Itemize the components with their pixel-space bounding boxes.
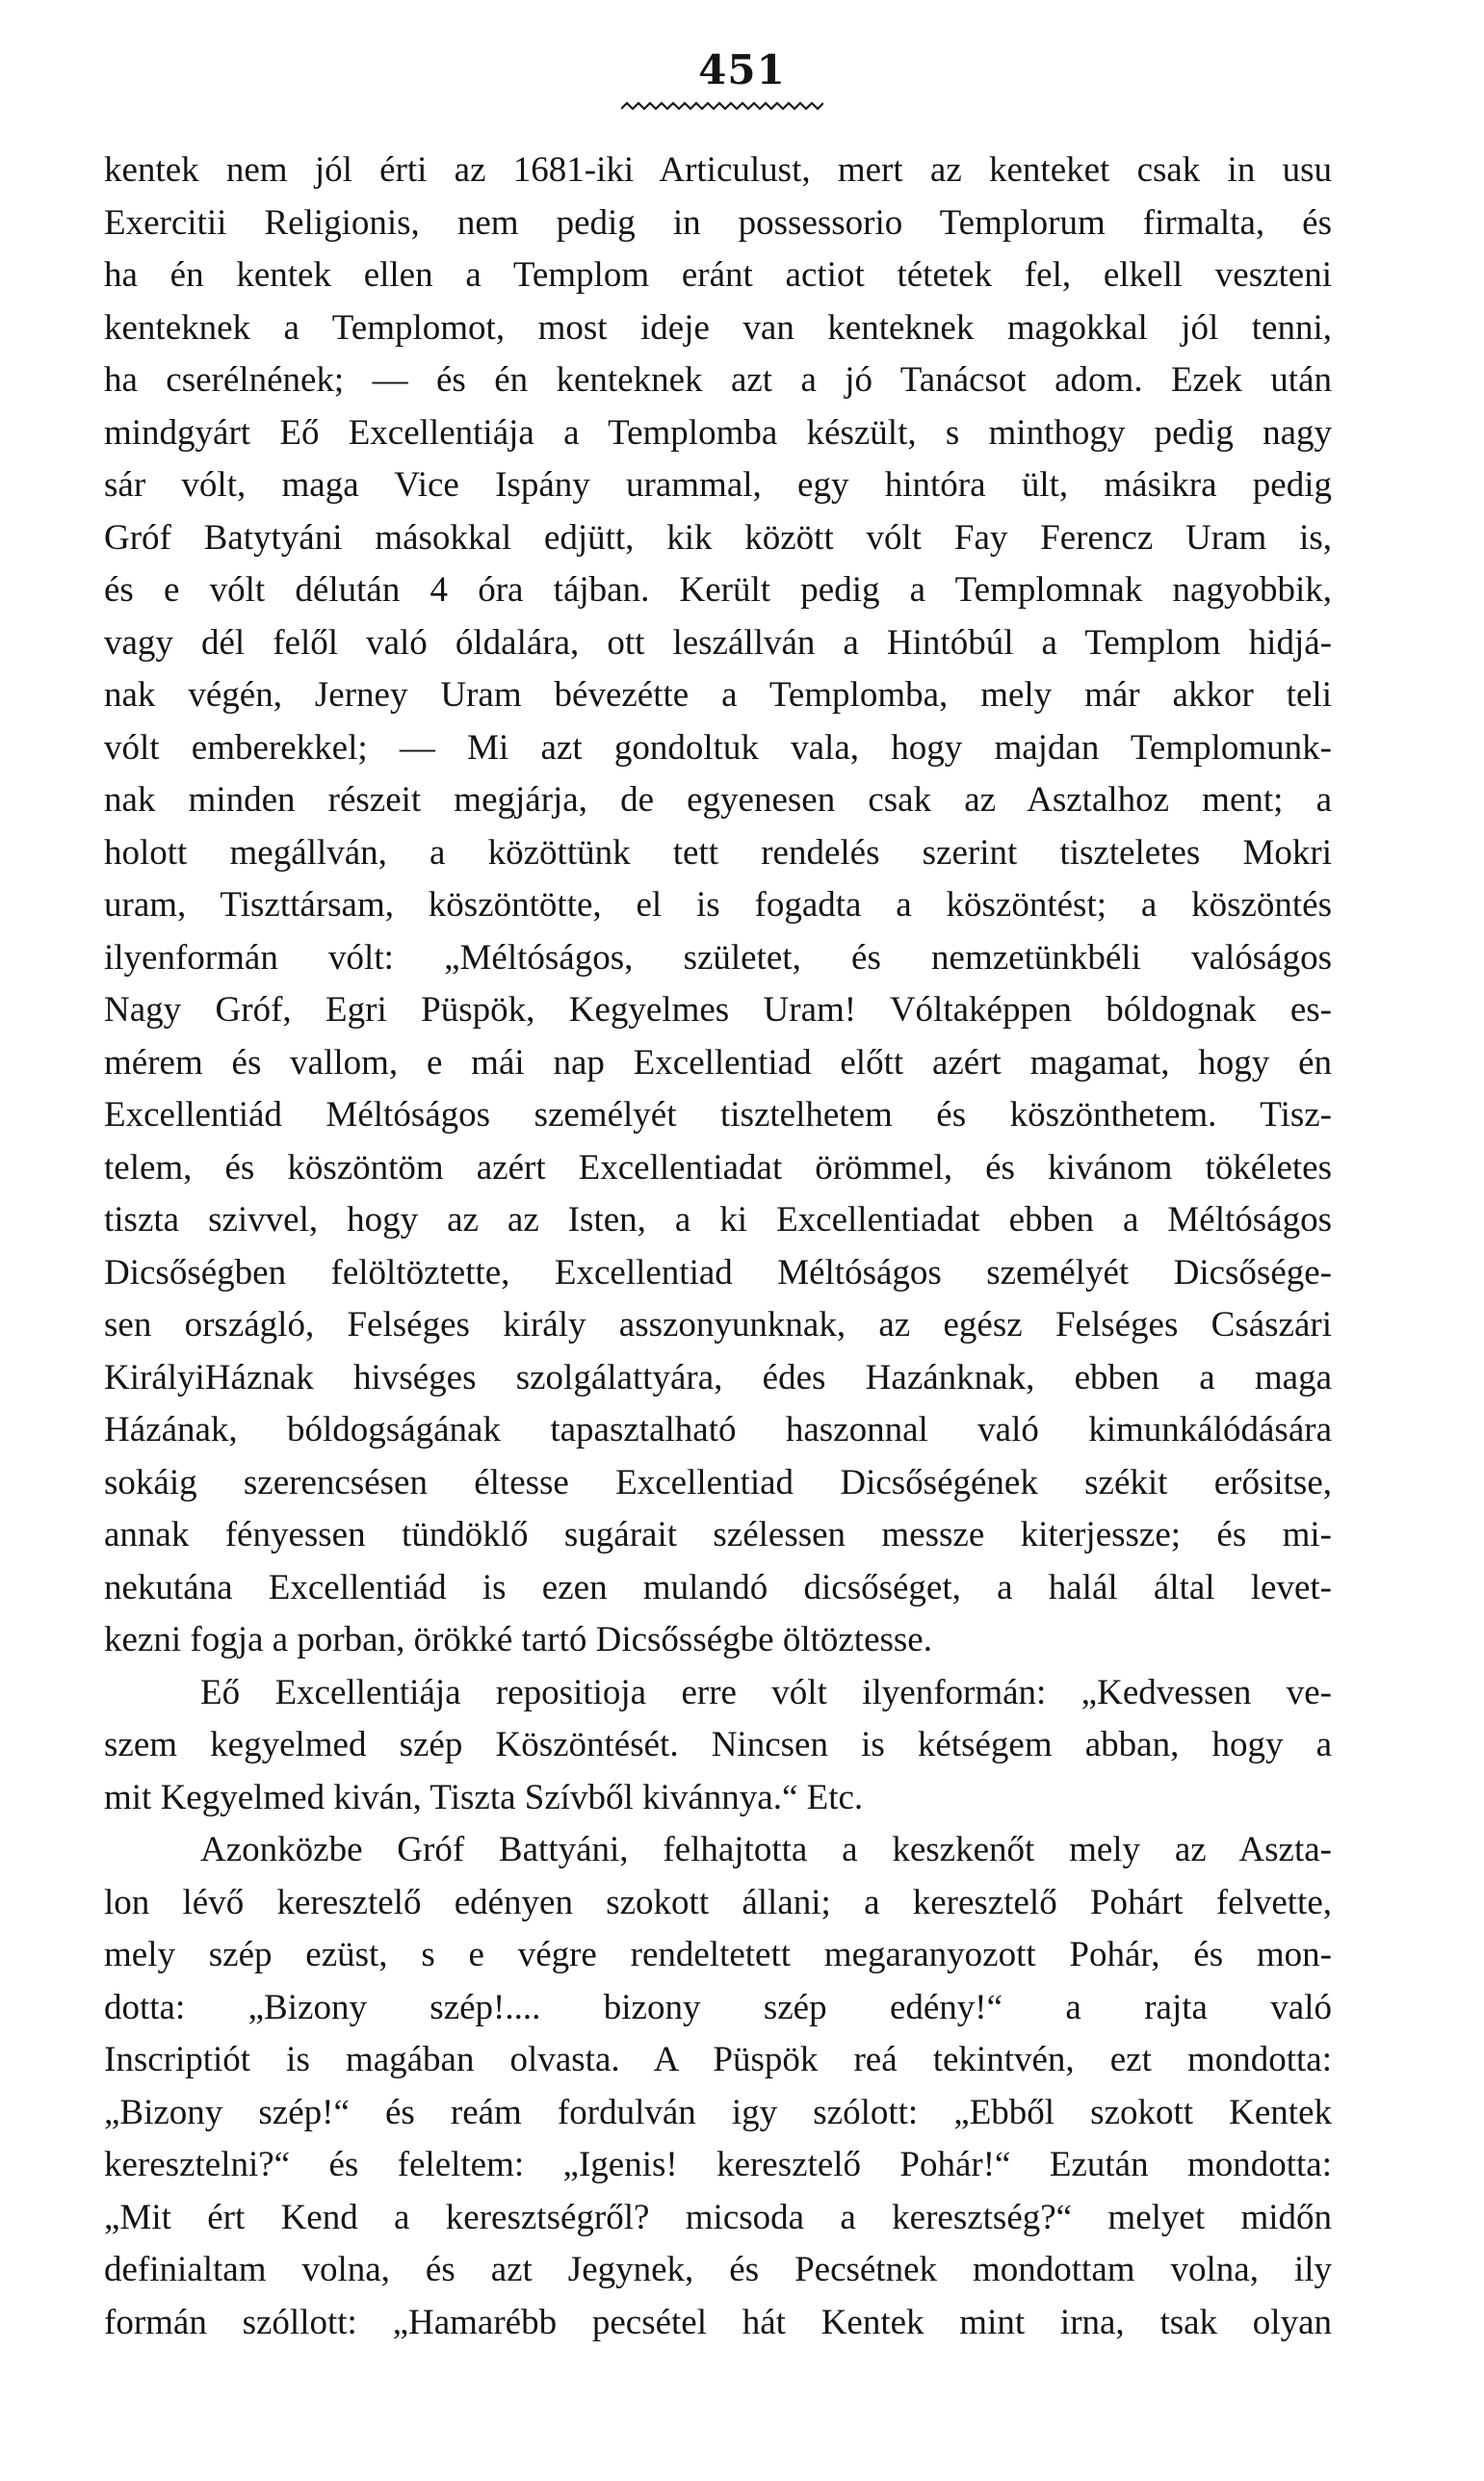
text-line: kenteknek a Templomot, most ideje van kenteknek magokkal jól tenni, <box>104 307 1332 348</box>
text-line: Nagy Gróf, Egri Püspök, Kegyelmes Uram! Vóltaképpen bóldognak es- <box>104 990 1332 1030</box>
text-line: és e vólt délután 4 óra tájban. Került pedig a Templomnak nagyobbik, <box>104 570 1332 610</box>
text-line: szem kegyelmed szép Köszöntését. Nincsen is kétségem abban, hogy a <box>104 1725 1332 1764</box>
text-line: definialtam volna, és azt Jegynek, és Pecsétnek mondottam volna, ily <box>104 2250 1332 2289</box>
text-line: vagy dél felől való óldalára, ott leszállván a Hintóbúl a Templom hidjá- <box>104 622 1332 663</box>
text-line: kentek nem jól érti az 1681-iki Articulust, mert az kenteket csak in usu <box>104 150 1332 190</box>
text-line: nekutána Excellentiád is ezen mulandó dicsőséget, a halál által levet- <box>104 1567 1332 1607</box>
text-line: Exercitii Religionis, nem pedig in possessorio Templorum firmalta, és <box>104 202 1332 243</box>
text-line: „Bizony szép!“ és reám fordulván igy szólott: „Ebből szokott Kentek <box>104 2092 1332 2132</box>
body-text <box>104 144 1332 2349</box>
text-line: lon lévő keresztelő edényen szokott állani; a keresztelő Pohárt felvette, <box>104 1882 1332 1922</box>
text-line: kezni fogja a porban, örökké tartó Dicsősségbe öltöztesse. <box>104 1620 932 1659</box>
text-line: mely szép ezüst, s e végre rendeltetett megaranyozott Pohár, és mon- <box>104 1935 1332 1974</box>
text-line: mindgyárt Eő Excellentiája a Templomba készült, s minthogy pedig nagy <box>104 412 1332 453</box>
text-line: dotta: „Bizony szép!.... bizony szép edény!“ a rajta való <box>104 1987 1332 2027</box>
text-line: vólt emberekkel; — Mi azt gondoltuk vala, hogy majdan Templomunk- <box>104 727 1332 768</box>
text-line: Excellentiád Méltóságos személyét tisztelhetem és köszönthetem. Tisz- <box>104 1095 1332 1135</box>
page-number: 451 <box>698 46 786 93</box>
text-line: Eő Excellentiája repositioja erre vólt ilyenformán: „Kedvessen ve- <box>200 1672 1332 1712</box>
text-line: sen országló, Felséges király asszonyunknak, az egész Felséges Császári <box>104 1305 1332 1345</box>
text-line: uram, Tiszttársam, köszöntötte, el is fogadta a köszöntést; a köszöntés <box>104 885 1332 925</box>
text-line: Azonközbe Gróf Battyáni, felhajtotta a keszkenőt mely az Aszta- <box>200 1830 1332 1869</box>
text-line: telem, és köszöntöm azért Excellentiadat örömmel, és kivánom tökéletes <box>104 1147 1332 1188</box>
text-line: Házának, bóldogságának tapasztalható haszonnal való kimunkálódására <box>104 1410 1332 1449</box>
text-line: sokáig szerencsésen éltesse Excellentiad Dicsőségének székit erősitse, <box>104 1462 1332 1502</box>
text-line: Inscriptiót is magában olvasta. A Püspök reá tekintvén, ezt mondotta: <box>104 2040 1332 2079</box>
text-line: keresztelni?“ és feleltem: „Igenis! keresztelő Pohár!“ Ezután mondotta: <box>104 2145 1332 2184</box>
text-line: „Mit ért Kend a keresztségről? micsoda a keresztség?“ melyet midőn <box>104 2197 1332 2237</box>
text-line: mérem és vallom, e mái nap Excellentiad előtt azért magamat, hogy én <box>104 1042 1332 1083</box>
text-line: sár vólt, maga Vice Ispány urammal, egy hintóra ült, másikra pedig <box>104 465 1332 505</box>
text-line: annak fényessen tündöklő sugárait szélessen messze kiterjessze; és mi- <box>104 1515 1332 1554</box>
text-line: Gróf Batytyáni másokkal edjütt, kik között vólt Fay Ferencz Uram is, <box>104 517 1332 558</box>
text-line: Dicsőségben felöltöztette, Excellentiad Méltóságos személyét Dicsősége- <box>104 1252 1332 1293</box>
text-line: nak minden részeit megjárja, de egyenesen csak az Asztalhoz ment; a <box>104 780 1332 820</box>
text-line: holott megállván, a közöttünk tett rendelés szerint tiszteletes Mokri <box>104 832 1332 873</box>
text-line: tiszta szivvel, hogy az az Isten, a ki Excellentiadat ebben a Méltóságos <box>104 1200 1332 1240</box>
text-line: nak végén, Jerney Uram bévezétte a Templomba, mely már akkor teli <box>104 675 1332 715</box>
text-line: mit Kegyelmed kiván, Tiszta Szívből kivánnya.“ Etc. <box>104 1777 864 1817</box>
wavy-ornament <box>621 100 823 118</box>
text-line: KirályiHáznak hivséges szolgálattyára, édes Hazánknak, ebben a maga <box>104 1357 1332 1397</box>
text-line: ha cserélnének; — és én kenteknek azt a jó Tanácsot adom. Ezek után <box>104 360 1332 400</box>
text-line: ilyenformán vólt: „Méltóságos, születet, és nemzetünkbéli valóságos <box>104 937 1332 978</box>
text-line: ha én kentek ellen a Templom eránt actiot tétetek fel, elkell veszteni <box>104 255 1332 295</box>
text-line: formán szóllott: „Hamarébb pecsétel hát Kentek mint irna, tsak olyan <box>104 2302 1332 2342</box>
